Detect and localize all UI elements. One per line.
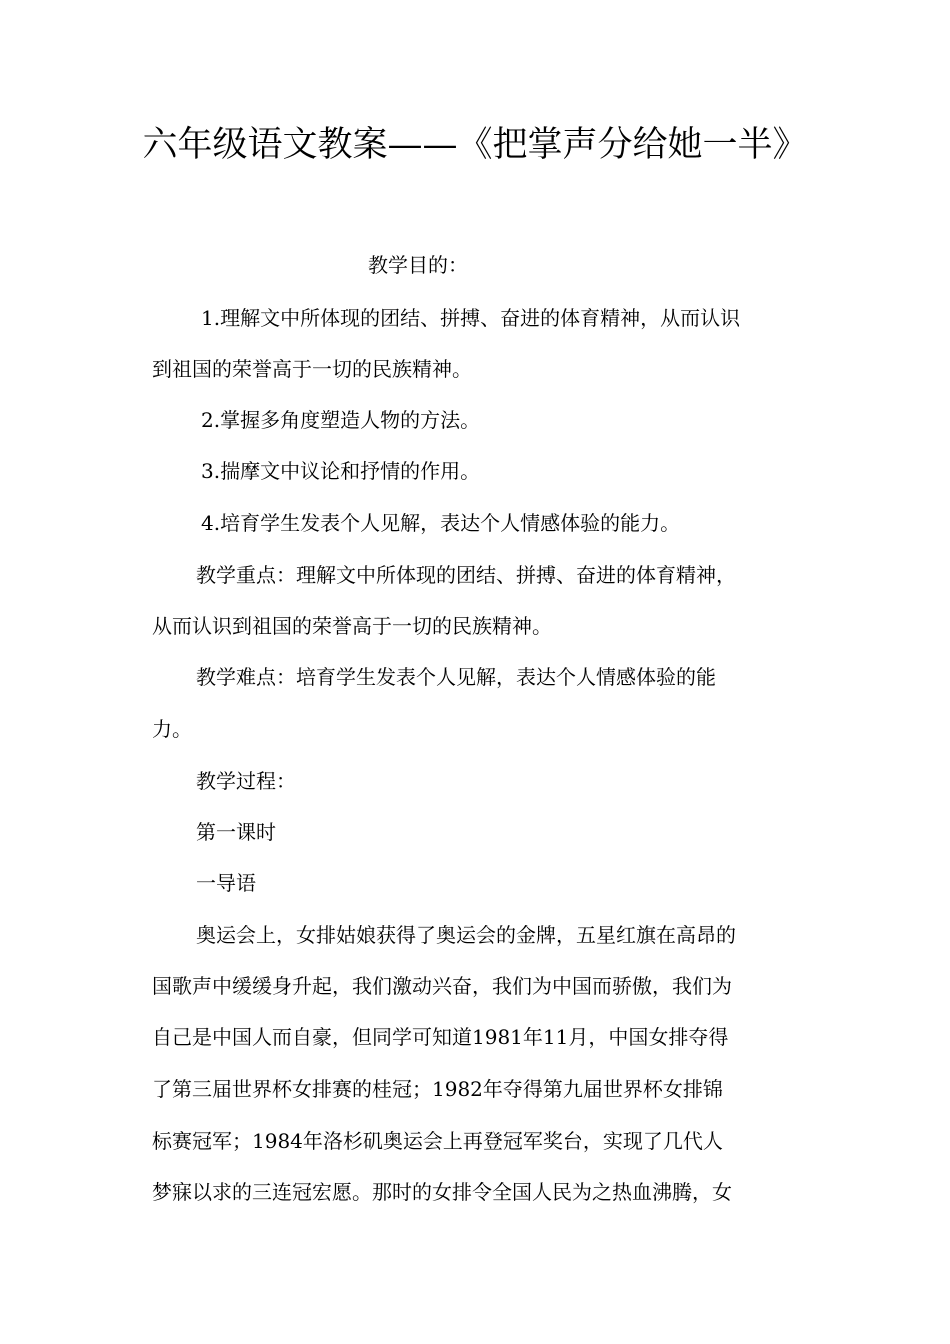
paragraph-line: 梦寐以求的三连冠宏愿。那时的女排令全国人民为之热血沸腾，女 xyxy=(152,1180,732,1204)
paragraph-line: 从而认识到祖国的荣誉高于一切的民族精神。 xyxy=(152,614,552,638)
paragraph-line: 标赛冠军；1984年洛杉矶奥运会上再登冠军奖台，实现了几代人 xyxy=(152,1129,723,1153)
paragraph-line: 到祖国的荣誉高于一切的民族精神。 xyxy=(152,357,472,381)
paragraph-line: 教学重点：理解文中所体现的团结、拼搏、奋进的体育精神， xyxy=(196,563,736,587)
document-title: 六年级语文教案——《把掌声分给她一半》 xyxy=(142,125,808,165)
paragraph-line: 了第三届世界杯女排赛的桂冠；1982年夺得第九届世界杯女排锦 xyxy=(152,1077,723,1101)
section-heading-intro: 一导语 xyxy=(196,871,256,895)
paragraph-line: 奥运会上，女排姑娘获得了奥运会的金牌，五星红旗在高昂的 xyxy=(196,923,736,947)
paragraph-line: 3.揣摩文中议论和抒情的作用。 xyxy=(201,459,481,483)
paragraph-line: 国歌声中缓缓身升起，我们激动兴奋，我们为中国而骄傲，我们为 xyxy=(152,974,732,998)
paragraph-line: 力。 xyxy=(152,717,192,741)
paragraph-line: 2.掌握多角度塑造人物的方法。 xyxy=(201,408,481,432)
section-heading-objectives: 教学目的： xyxy=(368,253,468,277)
paragraph-line: 4.培育学生发表个人见解，表达个人情感体验的能力。 xyxy=(201,511,681,535)
section-heading-process: 教学过程： xyxy=(196,769,296,793)
paragraph-line: 教学难点：培育学生发表个人见解，表达个人情感体验的能 xyxy=(196,665,716,689)
paragraph-line: 自己是中国人而自豪，但同学可知道1981年11月，中国女排夺得 xyxy=(152,1025,729,1049)
section-heading-lesson: 第一课时 xyxy=(196,820,276,844)
paragraph-line: 1.理解文中所体现的团结、拼搏、奋进的体育精神，从而认识 xyxy=(201,306,741,330)
